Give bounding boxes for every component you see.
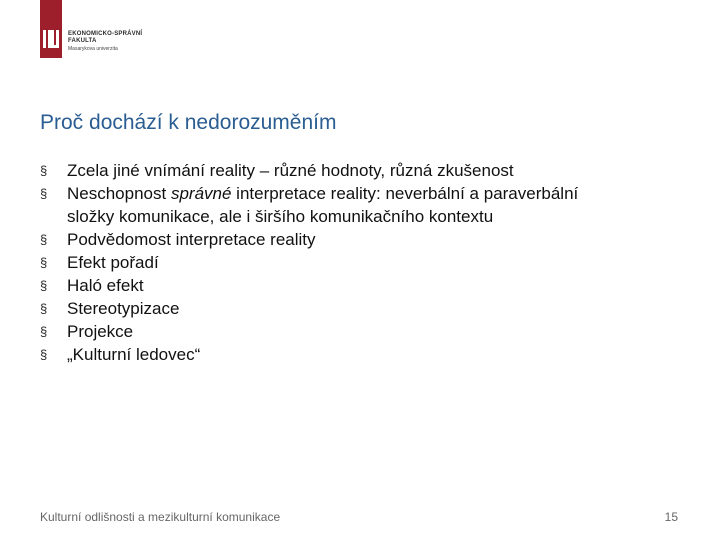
bullet-icon: § [40, 186, 48, 201]
bullet-icon: § [40, 324, 48, 339]
bullet-item [40, 274, 700, 297]
logo-faculty-word: FAKULTA [68, 38, 97, 44]
bullet-text: Efekt pořadí [67, 253, 159, 272]
bullet-item [40, 228, 700, 251]
bullet-text: „Kulturní ledovec“ [67, 345, 201, 364]
page-number: 15 [664, 510, 678, 524]
bullet-icon: § [40, 347, 48, 362]
bullet-text-emphasis: správné [170, 184, 232, 203]
bullet-text-line-2: složky komunikace, ale i širšího komunikačního kontextu [67, 207, 494, 226]
bullet-item [40, 182, 700, 228]
bullet-text-line-1 [67, 182, 700, 205]
bullet-item [40, 159, 700, 182]
bullet-icon: § [40, 255, 48, 270]
bullet-text-part: interpretace reality: neverbální a paraverbální [231, 184, 579, 203]
footer-course-title: Kulturní odlišnosti a mezikulturní komunikace [40, 510, 281, 524]
bullet-icon: § [40, 163, 48, 178]
bullet-icon: § [40, 278, 48, 293]
bullet-item [40, 251, 700, 274]
bullet-text: Haló efekt [67, 276, 144, 295]
bullet-item [40, 297, 700, 320]
muni-logo-icon [40, 28, 62, 52]
logo-faculty-name: EKONOMICKO-SPRÁVNÍ [68, 31, 143, 37]
bullet-icon: § [40, 301, 48, 316]
bullet-text: Zcela jiné vnímání reality – různé hodnoty, různá zkušenost [67, 161, 514, 180]
logo-text [68, 31, 142, 53]
bullet-item [40, 343, 700, 366]
bullet-text-part: Neschopnost [67, 184, 171, 203]
bullet-text: Stereotypizace [67, 299, 180, 318]
bullet-item [40, 320, 700, 343]
bullet-list [40, 159, 700, 366]
bullet-icon: § [40, 232, 48, 247]
bullet-text: Projekce [67, 322, 134, 341]
logo-university: Masarykova univerzita [68, 46, 118, 52]
slide-title: Proč dochází k nedorozuměním [40, 111, 337, 134]
bullet-text: Podvědomost interpretace reality [67, 230, 316, 249]
